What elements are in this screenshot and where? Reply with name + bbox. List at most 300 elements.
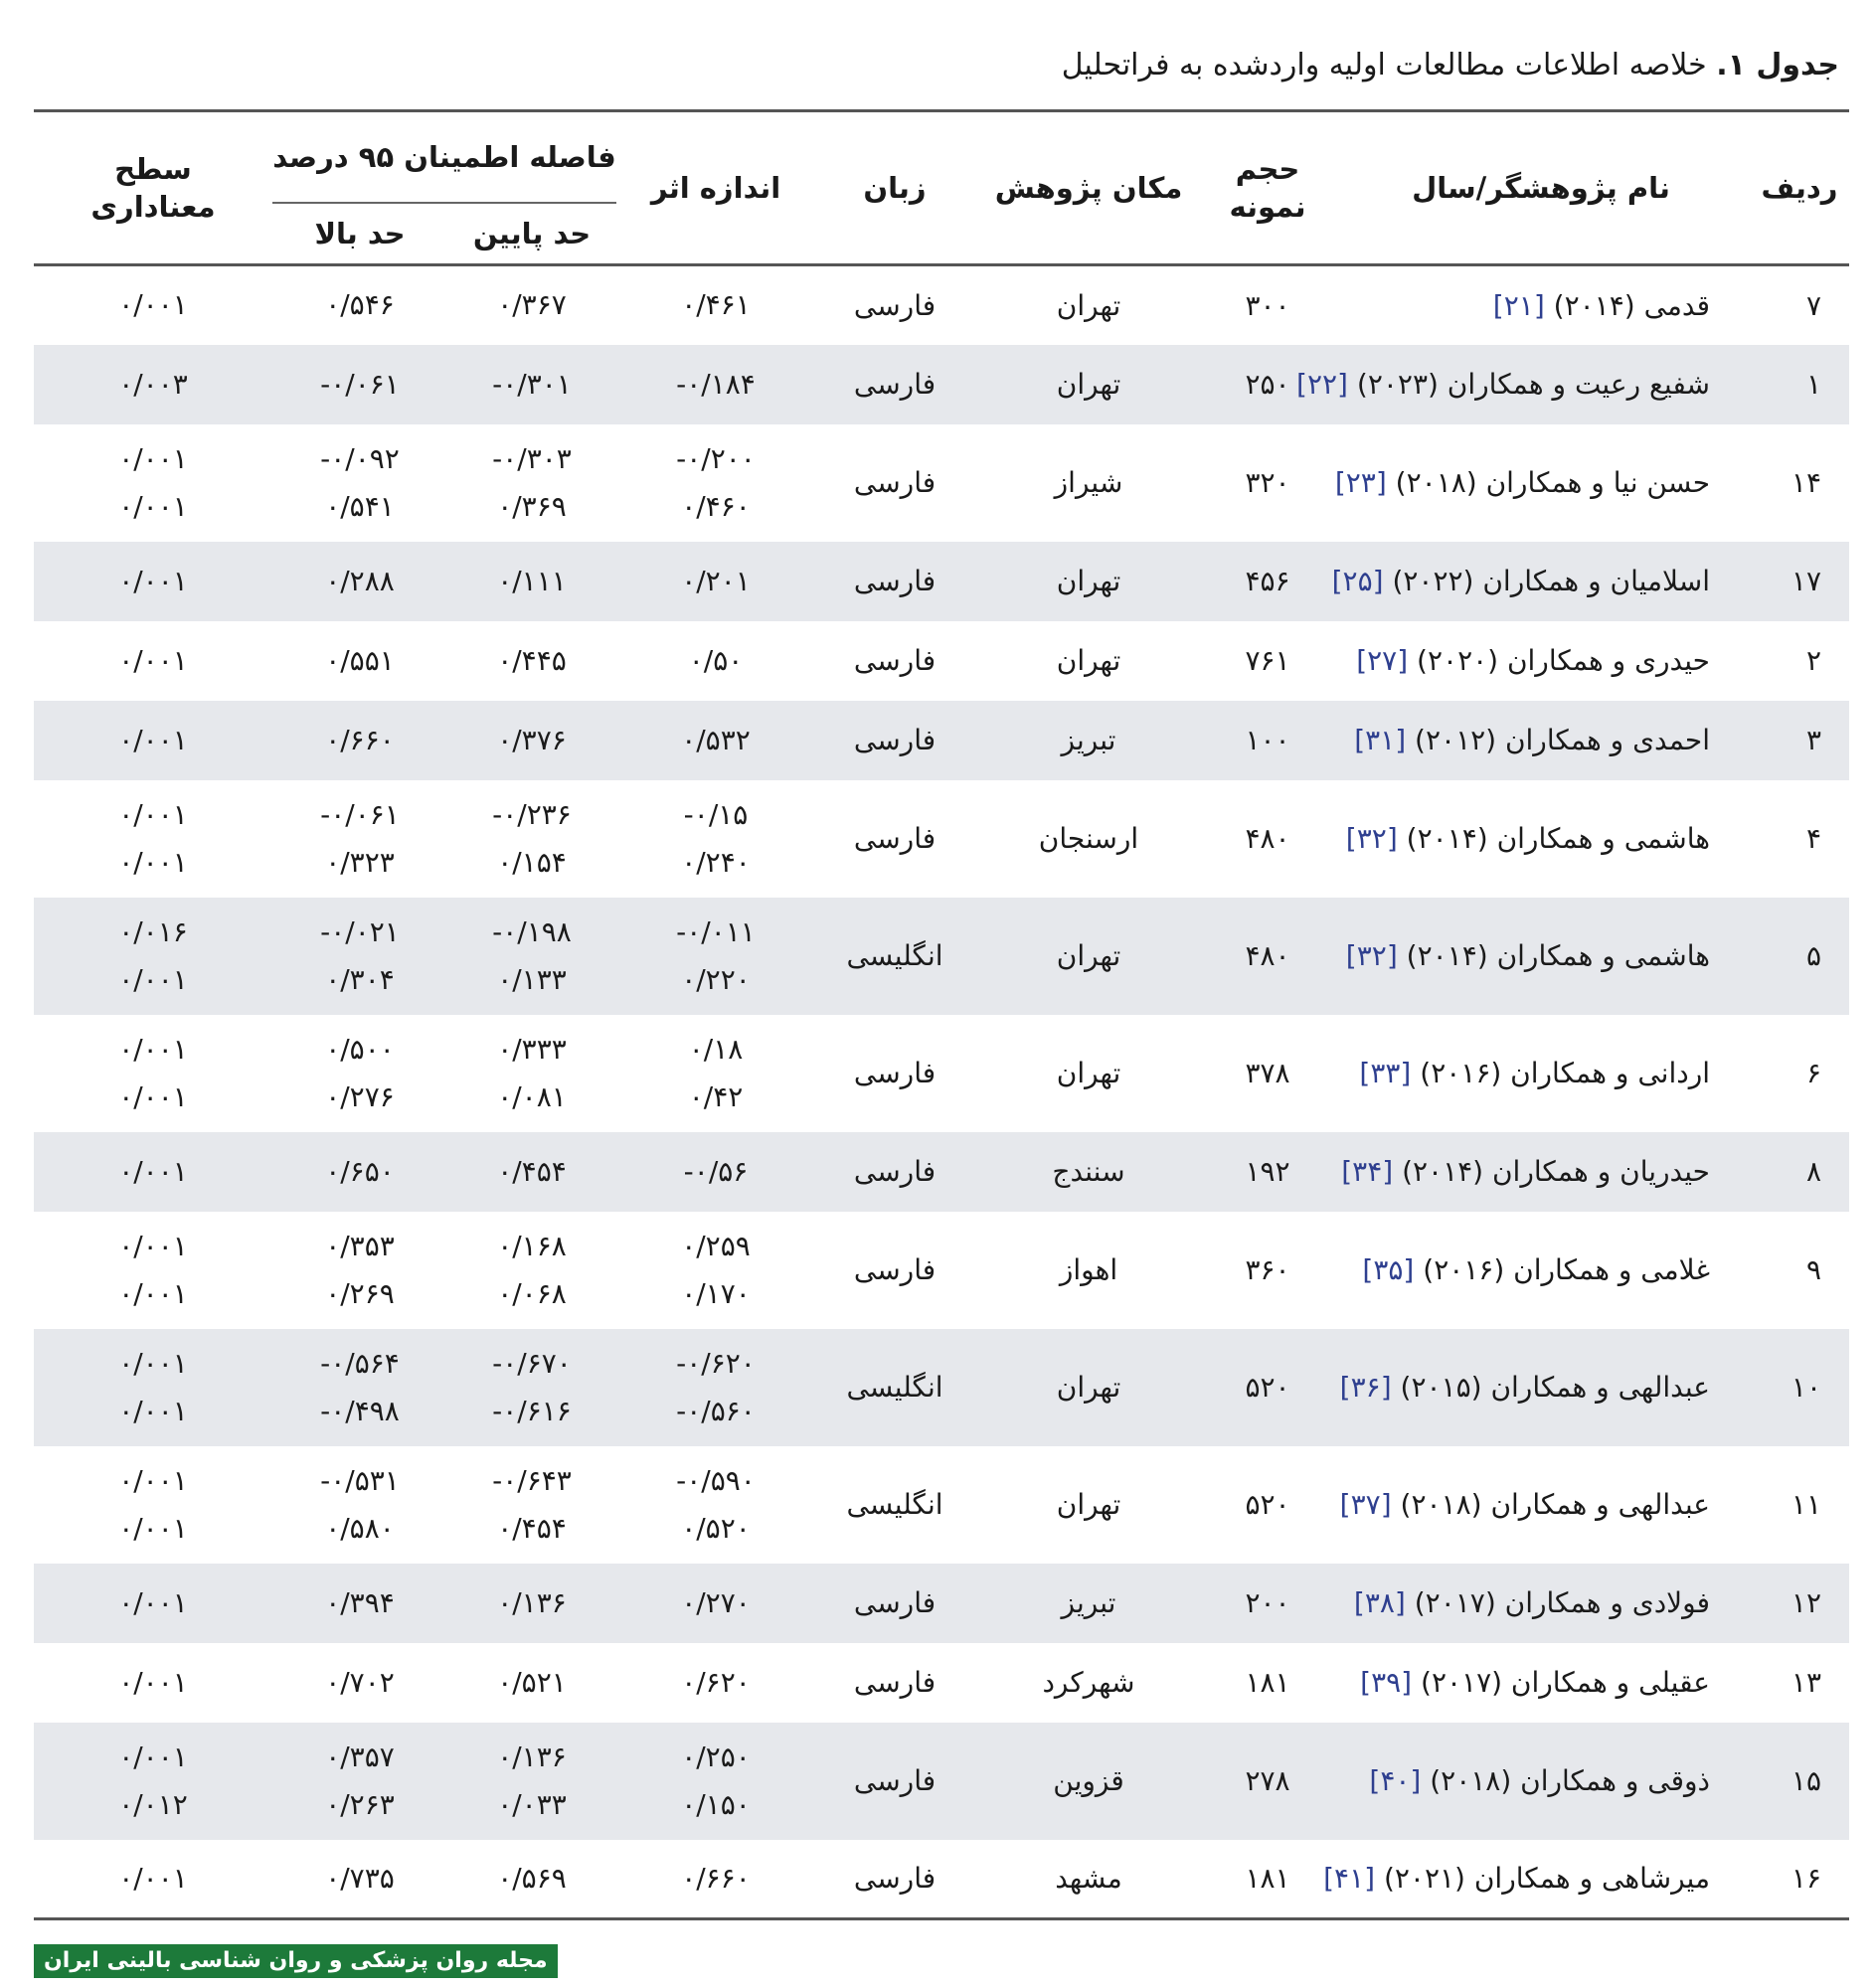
- lower-value: ۰/۵۲۱: [497, 1665, 567, 1699]
- upper-cell: [272, 1840, 447, 1919]
- effect-value: ۰/۲۵۰: [681, 1740, 751, 1773]
- effect-value: ۰/۲۷۰: [681, 1585, 751, 1619]
- lower-cell: [447, 1643, 616, 1723]
- study-name-cell: [1332, 701, 1750, 780]
- citation-link[interactable]: [۳۹]: [1360, 1666, 1413, 1699]
- row-index-cell: ۷: [1805, 288, 1821, 322]
- sig-cell: [34, 265, 272, 345]
- place-cell: شهرکرد: [1042, 1666, 1135, 1699]
- effect-value: ۰/۱۵۰: [681, 1787, 751, 1821]
- lower-value: -۰/۲۳۶: [492, 797, 572, 831]
- studies-table: [34, 109, 1849, 1920]
- effect-cell: [616, 1564, 815, 1643]
- study-name: عبدالهی و همکاران (۲۰۱۵): [1400, 1371, 1710, 1404]
- effect-value: -۰/۰۱۱: [676, 914, 756, 948]
- upper-value: -۰/۰۲۱: [320, 914, 400, 948]
- study-name: احمدی و همکاران (۲۰۱۲): [1415, 724, 1710, 756]
- sig-cell: [34, 542, 272, 621]
- lower-value: ۰/۵۶۹: [497, 1861, 567, 1895]
- citation-link[interactable]: [۴۰]: [1369, 1764, 1422, 1797]
- upper-cell: [272, 1723, 447, 1840]
- lower-value: -۰/۱۹۸: [492, 914, 572, 948]
- study-name-cell: [1323, 1840, 1750, 1919]
- upper-cell: [272, 1643, 447, 1723]
- sig-cell: [34, 1329, 272, 1446]
- study-name-cell: [1332, 265, 1750, 345]
- lower-cell: [447, 265, 616, 345]
- sig-cell: [34, 1840, 272, 1919]
- effect-value: ۰/۶۶۰: [681, 1861, 751, 1895]
- row-index-cell: ۲: [1805, 644, 1821, 677]
- language-cell: فارسی: [853, 1253, 937, 1286]
- sig-value: ۰/۰۰۱: [118, 1032, 188, 1066]
- place-cell: تهران: [1056, 288, 1121, 322]
- lower-value: ۰/۴۴۵: [497, 643, 567, 677]
- row-index-cell: ۱۵: [1790, 1764, 1821, 1797]
- lower-value: -۰/۶۴۳: [492, 1463, 572, 1497]
- language-cell: فارسی: [853, 644, 937, 677]
- sig-value: ۰/۰۰۱: [118, 962, 188, 996]
- header-upper: حد بالا: [314, 217, 406, 250]
- effect-value: ۰/۲۰۱: [681, 564, 751, 597]
- sample-size-cell: ۲۰۰: [1245, 1586, 1290, 1619]
- citation-link[interactable]: [۳۵]: [1362, 1253, 1415, 1286]
- table-row: [34, 424, 1849, 542]
- sig-cell: [34, 780, 272, 898]
- sample-size-cell: ۷۶۱: [1245, 644, 1290, 677]
- sig-value: ۰/۰۰۱: [118, 1079, 188, 1113]
- table-row: [34, 898, 1849, 1015]
- effect-cell: [616, 542, 815, 621]
- study-name-cell: [1332, 1329, 1750, 1446]
- journal-logo: مجله روان پزشکی و روان شناسی بالینی ایران: [34, 1944, 558, 1978]
- header-place: مکان پژوهش: [994, 171, 1183, 205]
- effect-value: -۰/۱۵: [683, 797, 749, 831]
- effect-value: ۰/۲۵۹: [681, 1229, 751, 1262]
- place-cell: شیراز: [1054, 466, 1123, 499]
- upper-cell: [272, 1446, 447, 1564]
- sig-value: ۰/۰۰۱: [118, 441, 188, 475]
- lower-value: ۰/۳۶۷: [497, 288, 567, 322]
- lower-cell: [447, 1840, 616, 1919]
- upper-value: ۰/۲۶۹: [325, 1276, 395, 1310]
- sig-value: ۰/۰۰۱: [118, 288, 188, 322]
- sig-value: ۰/۰۰۱: [118, 1229, 188, 1262]
- lower-value: -۰/۶۷۰: [492, 1346, 572, 1380]
- study-name: حیدریان و همکاران (۲۰۱۴): [1402, 1155, 1710, 1188]
- study-name: شفیع رعیت و همکاران (۲۰۲۳): [1356, 368, 1710, 401]
- language-cell: فارسی: [853, 1155, 937, 1188]
- upper-cell: [272, 345, 447, 424]
- table-row: [34, 1643, 1849, 1723]
- citation-link[interactable]: [۳۲]: [1345, 939, 1398, 972]
- upper-value: ۰/۵۰۰: [325, 1032, 395, 1066]
- citation-link[interactable]: [۳۱]: [1354, 724, 1407, 756]
- upper-value: ۰/۲۸۸: [325, 564, 395, 597]
- citation-link[interactable]: [۲۵]: [1331, 565, 1384, 597]
- study-name-cell: [1332, 1015, 1750, 1132]
- lower-value: ۰/۱۶۸: [497, 1229, 567, 1262]
- upper-cell: [272, 1564, 447, 1643]
- caption-label: جدول ۱.: [1716, 48, 1839, 83]
- table-row: [34, 1564, 1849, 1643]
- citation-link[interactable]: [۳۴]: [1341, 1155, 1394, 1188]
- sig-cell: [34, 1446, 272, 1564]
- upper-value: ۰/۳۰۴: [325, 962, 395, 996]
- effect-value: ۰/۱۸: [688, 1032, 744, 1066]
- study-name-cell: [1332, 1564, 1750, 1643]
- sample-size-cell: ۲۷۸: [1245, 1764, 1290, 1797]
- sample-size-cell: ۳۲۰: [1245, 466, 1290, 499]
- upper-value: -۰/۰۶۱: [320, 797, 400, 831]
- header-sample-text: حجم نمونه: [1229, 152, 1306, 224]
- upper-cell: [272, 424, 447, 542]
- table-row: [34, 621, 1849, 701]
- citation-link[interactable]: [۲۱]: [1492, 288, 1545, 322]
- row-index-cell: ۴: [1805, 822, 1821, 855]
- sig-cell: [34, 1564, 272, 1643]
- study-name-cell: [1332, 780, 1750, 898]
- lower-cell: [447, 1132, 616, 1212]
- language-cell: فارسی: [853, 1666, 937, 1699]
- table-body: [34, 265, 1849, 1919]
- row-index-cell: ۱: [1805, 368, 1821, 401]
- study-name: عقیلی و همکاران (۲۰۱۷): [1421, 1666, 1710, 1699]
- sample-size-cell: ۴۸۰: [1245, 822, 1290, 855]
- sig-value: ۰/۰۰۱: [118, 1394, 188, 1427]
- effect-cell: [616, 345, 815, 424]
- study-name: عبدالهی و همکاران (۲۰۱۸): [1400, 1488, 1710, 1521]
- row-index-cell: ۸: [1805, 1155, 1821, 1188]
- sample-size-cell: ۵۲۰: [1245, 1488, 1290, 1521]
- sig-value: ۰/۰۰۱: [118, 723, 188, 756]
- upper-cell: [272, 1212, 447, 1329]
- place-cell: سنندج: [1052, 1155, 1125, 1188]
- sample-size-cell: ۱۸۱: [1245, 1862, 1290, 1896]
- effect-value: ۰/۵۰: [688, 643, 744, 677]
- table-row: [34, 345, 1849, 424]
- study-name: اسلامیان و همکاران (۲۰۲۲): [1392, 565, 1710, 597]
- lower-value: -۰/۶۱۶: [492, 1394, 572, 1427]
- effect-cell: [616, 1132, 815, 1212]
- table-caption: [50, 44, 1839, 87]
- lower-value: ۰/۳۳۳: [497, 1032, 567, 1066]
- effect-cell: [616, 1329, 815, 1446]
- language-cell: فارسی: [853, 466, 937, 499]
- language-cell: فارسی: [853, 288, 937, 322]
- place-cell: تهران: [1056, 368, 1121, 401]
- effect-cell: [616, 780, 815, 898]
- upper-value: ۰/۵۵۱: [325, 643, 395, 677]
- study-name: میرشاهی و همکاران (۲۰۲۱): [1383, 1862, 1710, 1896]
- row-index-cell: ۱۶: [1790, 1862, 1821, 1896]
- table-row: [34, 1015, 1849, 1132]
- sample-size-cell: ۱۹۲: [1245, 1155, 1290, 1188]
- effect-value: ۰/۱۷۰: [681, 1276, 751, 1310]
- sig-cell: [34, 1643, 272, 1723]
- sig-value: ۰/۰۰۱: [118, 797, 188, 831]
- language-cell: فارسی: [853, 1862, 937, 1896]
- sig-value: ۰/۰۰۱: [118, 1861, 188, 1895]
- effect-value: -۰/۱۸۴: [676, 367, 756, 401]
- study-name: حسن نیا و همکاران (۲۰۱۸): [1395, 466, 1710, 499]
- effect-cell: [616, 621, 815, 701]
- lower-cell: [447, 1723, 616, 1840]
- citation-link[interactable]: [۳۸]: [1353, 1586, 1406, 1619]
- row-index-cell: ۱۲: [1790, 1586, 1821, 1619]
- effect-value: ۰/۲۲۰: [681, 962, 751, 996]
- upper-value: ۰/۳۵۳: [325, 1229, 395, 1262]
- lower-cell: [447, 1212, 616, 1329]
- language-cell: فارسی: [853, 1057, 937, 1089]
- study-name-cell: [1332, 898, 1750, 1015]
- upper-value: ۰/۳۵۷: [325, 1740, 395, 1773]
- language-cell: فارسی: [853, 724, 937, 756]
- table-row: [34, 1132, 1849, 1212]
- language-cell: انگلیسی: [846, 1488, 943, 1521]
- study-name: غلامی و همکاران (۲۰۱۶): [1423, 1253, 1710, 1286]
- sig-value: ۰/۰۱۲: [118, 1787, 188, 1821]
- sig-cell: [34, 345, 272, 424]
- sample-size-cell: ۱۸۱: [1245, 1666, 1290, 1699]
- language-cell: فارسی: [853, 368, 937, 401]
- citation-link[interactable]: [۳۶]: [1339, 1371, 1392, 1404]
- effect-value: ۰/۴۶۱: [681, 288, 751, 322]
- citation-link[interactable]: [۳۲]: [1345, 822, 1398, 855]
- upper-value: ۰/۶۶۰: [325, 723, 395, 756]
- study-name-cell: [1332, 1132, 1750, 1212]
- lower-cell: [447, 621, 616, 701]
- header-row-index: ردیف: [1761, 171, 1838, 205]
- sig-value: ۰/۰۰۳: [118, 367, 188, 401]
- upper-value: ۰/۵۴۱: [325, 489, 395, 523]
- row-index-cell: ۱۰: [1790, 1371, 1821, 1404]
- study-name: هاشمی و همکاران (۲۰۱۴): [1406, 939, 1710, 972]
- upper-cell: [272, 1015, 447, 1132]
- study-name: حیدری و همکاران (۲۰۲۰): [1417, 644, 1710, 677]
- table-row: [34, 701, 1849, 780]
- upper-value: ۰/۲۷۶: [325, 1079, 395, 1113]
- lower-cell: [447, 1015, 616, 1132]
- lower-value: ۰/۱۵۴: [497, 845, 567, 879]
- study-name-cell: [1332, 1212, 1750, 1329]
- upper-value: -۰/۰۶۱: [320, 367, 400, 401]
- sig-value: ۰/۰۰۱: [118, 643, 188, 677]
- place-cell: تهران: [1056, 939, 1121, 972]
- sig-value: ۰/۰۰۱: [118, 1463, 188, 1497]
- sig-value: ۰/۰۱۶: [118, 914, 188, 948]
- sig-value: ۰/۰۰۱: [118, 845, 188, 879]
- lower-value: ۰/۱۳۶: [497, 1585, 567, 1619]
- sample-size-cell: ۳۷۸: [1245, 1057, 1290, 1089]
- upper-value: -۰/۴۹۸: [320, 1394, 400, 1427]
- upper-value: ۰/۵۸۰: [325, 1511, 395, 1545]
- table-row: [34, 1723, 1849, 1840]
- place-cell: تهران: [1056, 1488, 1121, 1521]
- upper-value: ۰/۶۵۰: [325, 1154, 395, 1188]
- lower-cell: [447, 424, 616, 542]
- effect-value: ۰/۶۲۰: [681, 1665, 751, 1699]
- place-cell: اهواز: [1059, 1253, 1118, 1286]
- lower-value: ۰/۴۵۴: [497, 1511, 567, 1545]
- effect-cell: [616, 701, 815, 780]
- lower-cell: [447, 701, 616, 780]
- sig-cell: [34, 1132, 272, 1212]
- language-cell: فارسی: [853, 822, 937, 855]
- sig-cell: [34, 424, 272, 542]
- sig-cell: [34, 898, 272, 1015]
- effect-cell: [616, 265, 815, 345]
- lower-cell: [447, 1564, 616, 1643]
- row-index-cell: ۱۱: [1790, 1488, 1821, 1521]
- header-ci: فاصله اطمینان ۹۵ درصد: [272, 111, 616, 204]
- place-cell: تهران: [1056, 644, 1121, 677]
- lower-cell: [447, 780, 616, 898]
- lower-value: -۰/۳۰۱: [492, 367, 572, 401]
- language-cell: فارسی: [853, 1764, 937, 1797]
- sig-cell: [34, 621, 272, 701]
- effect-value: -۰/۵۶۰: [676, 1394, 756, 1427]
- upper-value: ۰/۷۳۵: [325, 1861, 395, 1895]
- study-name: قدمی (۲۰۱۴): [1553, 288, 1710, 322]
- sig-value: ۰/۰۰۱: [118, 1740, 188, 1773]
- upper-value: -۰/۰۹۲: [320, 441, 400, 475]
- effect-cell: [616, 1840, 815, 1919]
- effect-cell: [616, 1212, 815, 1329]
- upper-cell: [272, 898, 447, 1015]
- language-cell: انگلیسی: [846, 1371, 943, 1404]
- sample-size-cell: ۲۵۰: [1245, 368, 1290, 401]
- table-header: [34, 111, 1849, 265]
- upper-cell: [272, 1329, 447, 1446]
- study-name: فولادی و همکاران (۲۰۱۷): [1414, 1586, 1710, 1619]
- lower-cell: [447, 345, 616, 424]
- table-row: [34, 1840, 1849, 1919]
- sig-value: ۰/۰۰۱: [118, 1511, 188, 1545]
- place-cell: تهران: [1056, 1057, 1121, 1089]
- header-name: نام پژوهشگر/سال: [1412, 171, 1670, 205]
- sig-value: ۰/۰۰۱: [118, 1154, 188, 1188]
- study-name-cell: [1332, 542, 1750, 621]
- place-cell: تهران: [1056, 1371, 1121, 1404]
- row-index-cell: ۵: [1805, 939, 1821, 972]
- row-index-cell: ۱۷: [1790, 565, 1821, 597]
- upper-value: -۰/۵۳۱: [320, 1463, 400, 1497]
- sig-value: ۰/۰۰۱: [118, 1585, 188, 1619]
- lower-value: ۰/۰۸۱: [497, 1079, 567, 1113]
- row-index-cell: ۶: [1805, 1057, 1821, 1089]
- sig-cell: [34, 1015, 272, 1132]
- header-sig-text: سطح معناداری: [90, 152, 216, 224]
- upper-value: ۰/۳۲۳: [325, 845, 395, 879]
- study-name-cell: [1332, 424, 1750, 542]
- header-lower: حد پایین: [472, 217, 592, 250]
- upper-cell: [272, 701, 447, 780]
- table-row: [34, 1446, 1849, 1564]
- lower-value: ۰/۰۳۳: [497, 1787, 567, 1821]
- table-row: [34, 542, 1849, 621]
- lower-cell: [447, 542, 616, 621]
- study-name-cell: [1332, 1446, 1750, 1564]
- citation-link[interactable]: [۲۷]: [1356, 644, 1409, 677]
- effect-value: -۰/۵۹۰: [676, 1463, 756, 1497]
- citation-link[interactable]: [۳۷]: [1339, 1488, 1392, 1521]
- header-lang: زبان: [863, 171, 927, 205]
- study-name-cell: [1296, 345, 1750, 424]
- effect-value: ۰/۴۲: [688, 1079, 744, 1113]
- upper-value: ۰/۷۰۲: [325, 1665, 395, 1699]
- study-name-cell: [1332, 621, 1750, 701]
- sig-value: ۰/۰۰۱: [118, 564, 188, 597]
- effect-value: -۰/۶۲۰: [676, 1346, 756, 1380]
- effect-value: ۰/۲۴۰: [681, 845, 751, 879]
- sig-value: ۰/۰۰۱: [118, 1346, 188, 1380]
- sample-size-cell: ۱۰۰: [1245, 724, 1290, 756]
- effect-value: -۰/۲۰۰: [676, 441, 756, 475]
- row-index-cell: ۱۴: [1790, 466, 1821, 499]
- study-name: هاشمی و همکاران (۲۰۱۴): [1406, 822, 1710, 855]
- effect-cell: [616, 1723, 815, 1840]
- effect-value: ۰/۵۳۲: [681, 723, 751, 756]
- place-cell: تهران: [1056, 565, 1121, 597]
- lower-value: -۰/۳۰۳: [492, 441, 572, 475]
- lower-cell: [447, 1446, 616, 1564]
- row-index-cell: ۱۳: [1790, 1666, 1821, 1699]
- sample-size-cell: ۵۲۰: [1245, 1371, 1290, 1404]
- language-cell: انگلیسی: [846, 939, 943, 972]
- effect-cell: [616, 424, 815, 542]
- header-sig: [34, 111, 272, 265]
- upper-cell: [272, 542, 447, 621]
- study-name-cell: [1332, 1723, 1750, 1840]
- lower-value: ۰/۱۳۳: [497, 962, 567, 996]
- lower-value: ۰/۳۶۹: [497, 489, 567, 523]
- upper-value: ۰/۵۴۶: [325, 288, 395, 322]
- place-cell: ارسنجان: [1038, 822, 1139, 855]
- header-effect: اندازه اثر: [650, 171, 781, 205]
- row-index-cell: ۹: [1805, 1253, 1821, 1286]
- row-index-cell: ۳: [1805, 724, 1821, 756]
- sig-cell: [34, 701, 272, 780]
- table-row: [34, 1212, 1849, 1329]
- citation-link[interactable]: [۲۳]: [1334, 466, 1387, 499]
- upper-cell: [272, 621, 447, 701]
- lower-value: ۰/۱۳۶: [497, 1740, 567, 1773]
- upper-value: ۰/۲۶۳: [325, 1787, 395, 1821]
- place-cell: مشهد: [1055, 1862, 1122, 1896]
- caption-text: خلاصه اطلاعات مطالعات اولیه واردشده به فراتحلیل: [1061, 48, 1707, 83]
- sig-value: ۰/۰۰۱: [118, 489, 188, 523]
- sample-size-cell: ۳۰۰: [1245, 288, 1290, 322]
- effect-cell: [616, 1015, 815, 1132]
- sig-cell: [34, 1212, 272, 1329]
- lower-cell: [447, 898, 616, 1015]
- sample-size-cell: ۴۵۶: [1245, 565, 1290, 597]
- upper-value: ۰/۳۹۴: [325, 1585, 395, 1619]
- sig-cell: [34, 1723, 272, 1840]
- citation-link[interactable]: [۲۲]: [1296, 368, 1348, 401]
- place-cell: تبریز: [1061, 724, 1116, 756]
- citation-link[interactable]: [۳۳]: [1359, 1057, 1412, 1089]
- citation-link[interactable]: [۴۱]: [1323, 1862, 1376, 1896]
- table-row: [34, 780, 1849, 898]
- sample-size-cell: ۴۸۰: [1245, 939, 1290, 972]
- sig-value: ۰/۰۰۱: [118, 1276, 188, 1310]
- upper-cell: [272, 780, 447, 898]
- sample-size-cell: ۳۶۰: [1245, 1253, 1290, 1286]
- upper-cell: [272, 1132, 447, 1212]
- effect-value: -۰/۵۶: [683, 1154, 749, 1188]
